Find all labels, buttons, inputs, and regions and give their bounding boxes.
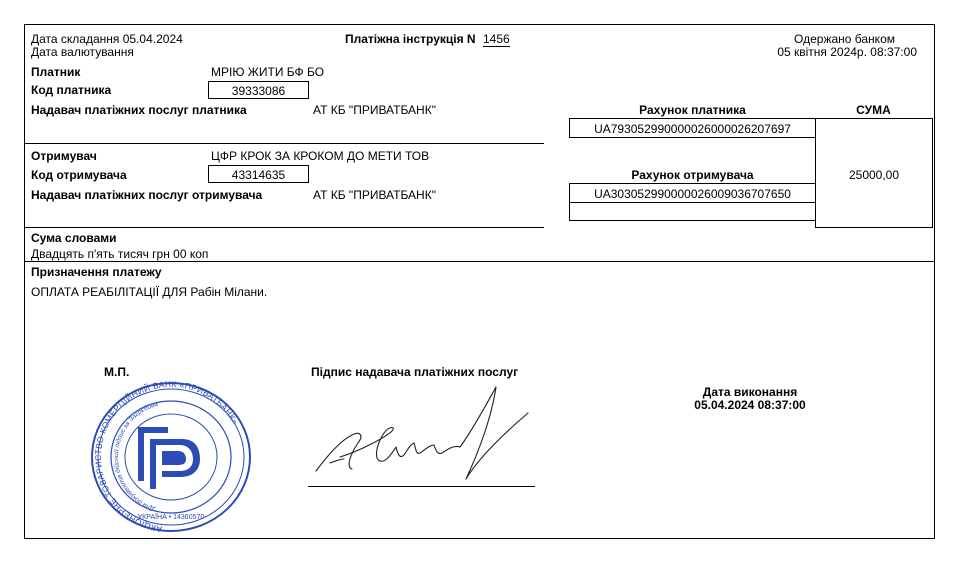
stamp-outer-text: АКЦІОНЕРНЕ ТОВАРИСТВО КОМЕРЦІЙНИЙ БАНК «ПРИВАТБАНК» xyxy=(93,378,241,535)
payer-account-box xyxy=(569,118,816,138)
bank-stamp xyxy=(86,379,256,535)
execution-label: Дата виконання xyxy=(702,385,798,399)
divider-words xyxy=(24,261,935,262)
payer-code: 39333086 xyxy=(231,84,286,98)
recipient-code-label: Код отримувача xyxy=(31,168,127,182)
recipient-name: ЦФР КРОК ЗА КРОКОМ ДО МЕТИ ТОВ xyxy=(211,149,430,163)
stamp-inner-text: Для документів дійсний підпис за Загрєбова xyxy=(113,400,159,513)
recipient-provider: АТ КБ "ПРИВАТБАНК" xyxy=(313,188,436,202)
recipient-account-extra-box xyxy=(569,202,816,221)
amount-label: СУМА xyxy=(856,103,891,117)
payer-code-box xyxy=(208,81,309,99)
privatbank-logo-icon xyxy=(138,427,200,489)
received-datetime: 05 квітня 2024р. 08:37:00 xyxy=(777,45,917,59)
date-created: Дата складання 05.04.2024 xyxy=(31,32,183,46)
payer-account: UA793052990000026000026207697 xyxy=(594,122,791,136)
amount-value: 25000,00 xyxy=(848,168,900,182)
received-label: Одержано банком xyxy=(794,32,895,46)
divider-recipient xyxy=(24,227,544,228)
handwritten-signature xyxy=(300,375,540,487)
stamp-bottom-text: УКРАЇНА • 14360570 xyxy=(137,514,205,521)
recipient-provider-label: Надавач платіжних послуг отримувача xyxy=(31,188,263,202)
recipient-code-box xyxy=(208,165,309,183)
instruction-title: Платіжна інструкція N xyxy=(345,32,476,46)
stamp-label: М.П. xyxy=(104,365,130,379)
divider-payer xyxy=(24,143,544,144)
amount-box xyxy=(815,118,933,228)
recipient-account-box xyxy=(569,183,816,203)
payer-code-label: Код платника xyxy=(31,83,112,97)
purpose-label: Призначення платежу xyxy=(31,265,162,279)
signature-label: Підпис надавача платіжних послуг xyxy=(311,365,519,379)
payer-account-label: Рахунок платника xyxy=(639,103,746,117)
payer-provider-label: Надавач платіжних послуг платника xyxy=(31,103,247,117)
amount-words-label: Сума словами xyxy=(31,231,117,245)
payer-provider: АТ КБ "ПРИВАТБАНК" xyxy=(313,103,436,117)
instruction-number: 1456 xyxy=(483,32,510,46)
recipient-account: UA303052990000026009036707650 xyxy=(594,187,791,201)
date-valuation-label: Дата валютування xyxy=(31,45,134,59)
payer-name: МРІЮ ЖИТИ БФ БО xyxy=(211,65,325,79)
recipient-code: 43314635 xyxy=(231,168,286,182)
amount-words: Двадцять п'ять тисяч грн 00 коп xyxy=(31,247,209,261)
purpose-text: ОПЛАТА РЕАБІЛІТАЦІЇ ДЛЯ Рабін Мілани. xyxy=(31,285,268,299)
recipient-account-label: Рахунок отримувача xyxy=(631,168,754,182)
execution-datetime: 05.04.2024 08:37:00 xyxy=(694,398,806,412)
payer-label: Платник xyxy=(31,65,81,79)
recipient-label: Отримувач xyxy=(31,149,97,163)
